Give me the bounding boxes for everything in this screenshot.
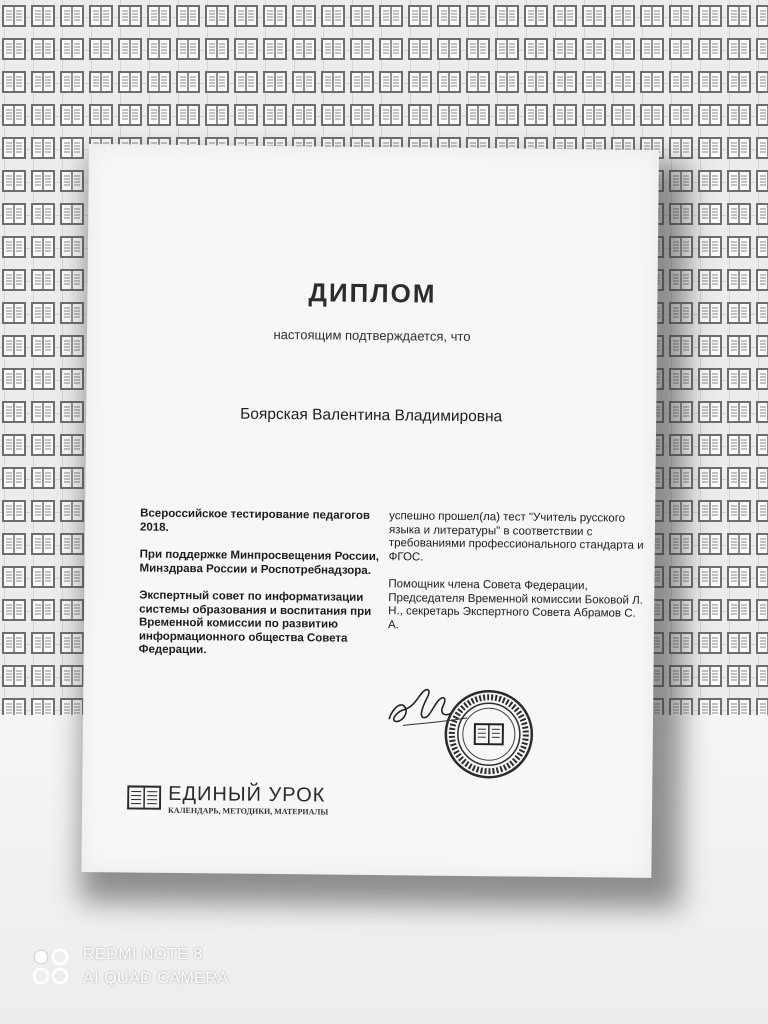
testing-event-text: Всероссийское тестирование педагогов 2018. — [139, 507, 371, 534]
camera-dots-icon — [30, 946, 72, 988]
camera-type-text: AI QUAD CAMERA — [83, 970, 229, 987]
brand-name: ЕДИНЫЙ УРОК — [168, 782, 326, 807]
official-seal — [442, 688, 535, 781]
support-text: При поддержке Минпросвещения России, Минздрава России и Роспотребнадзора. — [139, 548, 380, 577]
diploma-title: ДИПЛОМ — [308, 277, 437, 309]
signatory-text: Помощник члена Совета Федерации, Председателя Временной комиссии Боковой Л. Н., секретарь Экспертного Совета Абрамов С. А. — [387, 578, 644, 631]
diploma-subtitle: настоящим подтверждается, что — [273, 326, 471, 345]
recipient-name: Боярская Валентина Владимировна — [240, 405, 503, 426]
right-column — [388, 510, 649, 649]
camera-model-text: REDMI NOTE 8 — [83, 946, 203, 963]
brand-tagline: КАЛЕНДАРЬ, МЕТОДИКИ, МАТЕРИАЛЫ — [167, 805, 329, 817]
left-column — [138, 508, 380, 674]
book-icon — [127, 784, 161, 810]
expert-council-text: Экспертный совет по информатизации системы образования и воспитания при Временной комиссии по развитию информационного общества Совета Федерации. — [138, 589, 372, 657]
test-result-text: успешно прошел(ла) тест "Учитель русского языка и литературы" в соответствии с требованиями профессионального стандарта и ФГОС. — [388, 510, 644, 564]
diploma-sheet — [81, 144, 659, 878]
